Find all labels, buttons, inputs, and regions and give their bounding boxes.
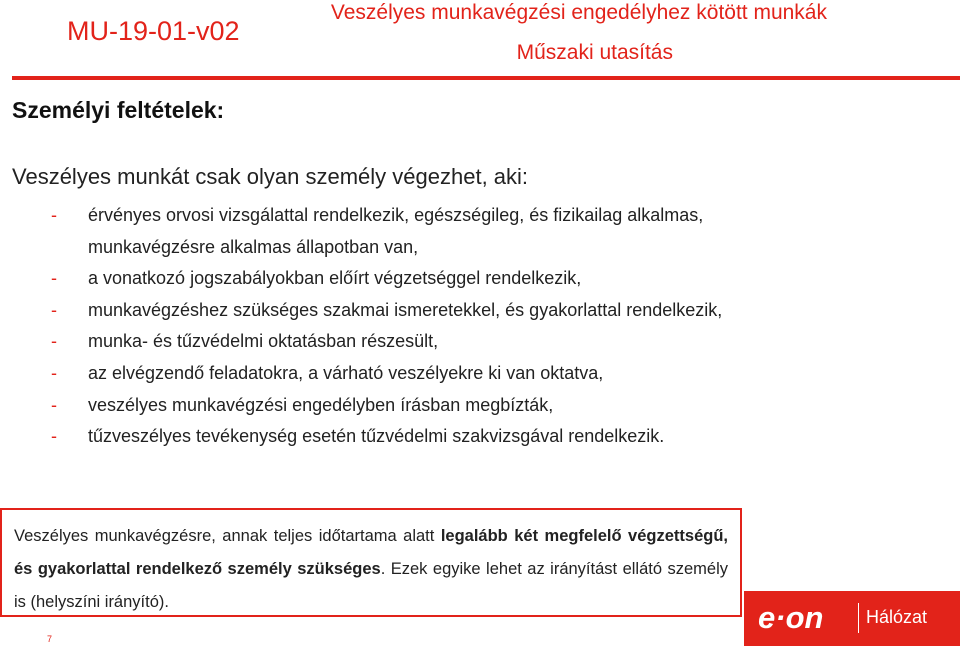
list-item-text: érvényes orvosi vizsgálattal rendelkezik, egészségileg, és fizikailag alkalmas, [88, 205, 704, 225]
document-subtitle: Műszaki utasítás [516, 41, 673, 64]
requirements-list [0, 200, 722, 453]
page-number: 7 [47, 634, 53, 644]
list-dash: - [51, 331, 57, 352]
callout-text-after: . Ezek egyike lehet az irányítást ellátó személy is (helyszíni irányító). [14, 560, 728, 611]
logo-divider [858, 603, 859, 633]
list-dash: - [51, 394, 57, 415]
list-item [0, 390, 722, 422]
document-code: MU-19-01-v02 [67, 16, 240, 46]
list-item [0, 200, 722, 232]
callout-text-before: Veszélyes munkavégzésre, annak teljes időtartama alatt [14, 527, 441, 545]
list-item [0, 263, 722, 295]
list-item-text: az elvégzendő feladatokra, a várható veszélyekre ki van oktatva, [88, 362, 604, 383]
list-dash: - [51, 205, 57, 225]
section-intro: Veszélyes munkát csak olyan személy végezhet, aki: [12, 164, 529, 189]
list-item-text: munkavégzéshez szükséges szakmai ismeretekkel, és gyakorlattal rendelkezik, [88, 299, 723, 320]
list-item [0, 232, 722, 264]
document-title: Veszélyes munkavégzési engedélyhez kötött munkák [330, 1, 827, 24]
list-item [0, 326, 722, 358]
list-item-text: a vonatkozó jogszabályokban előírt végzetséggel rendelkezik, [88, 268, 582, 289]
eon-logo [744, 591, 960, 646]
header-rule [12, 76, 960, 80]
list-item-text: munka- és tűzvédelmi oktatásban részesült, [88, 331, 439, 352]
list-item [0, 421, 722, 453]
list-dash: - [51, 299, 57, 320]
list-dash: - [51, 362, 57, 383]
list-item [0, 358, 722, 390]
list-item-text: veszélyes munkavégzési engedélyben írásban megbízták, [88, 394, 554, 415]
callout-bold-text: legalább két megfelelő végzettségű, és gyakorlattal rendelkező személy szükséges [14, 527, 728, 578]
list-item-text: munkavégzésre alkalmas állapotban van, [88, 236, 419, 257]
list-item-text: tűzveszélyes tevékenység esetén tűzvédelmi szakvizsgával rendelkezik. [88, 426, 665, 447]
section-heading: Személyi feltételek: [12, 97, 225, 123]
eon-logo-mark [758, 601, 854, 635]
list-item [0, 295, 722, 327]
list-dash: - [51, 426, 57, 447]
callout-box [0, 508, 742, 617]
logo-tagline: Hálózat [866, 607, 928, 627]
eon-wordmark: e·on [758, 601, 824, 635]
list-dash: - [51, 268, 57, 289]
